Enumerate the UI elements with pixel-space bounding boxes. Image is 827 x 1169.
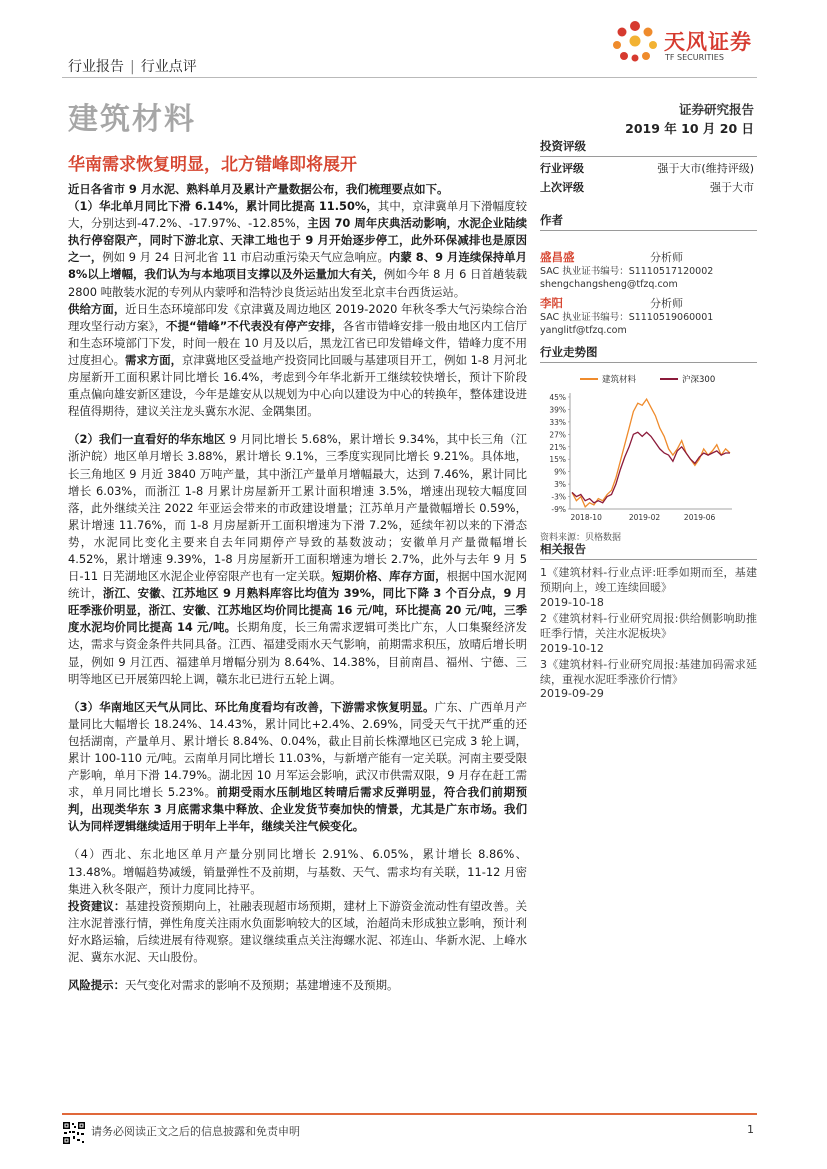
y-tick-label: 27% — [549, 430, 566, 440]
paragraph-3 — [68, 699, 527, 836]
prev-rating-value: 强于大市 — [710, 181, 754, 194]
series-line — [572, 432, 730, 503]
text-run: 其中，京津冀单月下滑幅度较大，分别达到-47.2%、-17.97%、-12.85%， — [68, 199, 527, 231]
page-number: 1 — [747, 1123, 754, 1136]
prev-rating-row — [540, 176, 757, 195]
text-run: 根据中国水泥网统计， — [68, 569, 527, 601]
x-tick-label: 2019-06 — [683, 513, 716, 522]
text-run: 供给方面， — [68, 301, 126, 316]
rating-header: 投资评级 — [540, 138, 757, 157]
author-email[interactable]: yanglitf@tfzq.com — [540, 325, 627, 336]
trend-chart-block — [540, 344, 757, 543]
paragraph-1 — [68, 181, 527, 420]
chart-header: 行业走势图 — [540, 344, 757, 363]
legend-label: 建筑材料 — [602, 375, 637, 385]
text-run: 浙江、安徽、江苏地区 9 月熟料库容比均值为 39%，同比下降 3 个百分点，9 月旺季涨价明显，浙江、安徽、江苏地区均价同比提高 16 元/吨，环比提高 20 元/吨，三季度水泥均价同比提高 14 元/吨。 — [68, 586, 527, 635]
main-body — [68, 181, 527, 1005]
rating-label: 行业评级 — [540, 162, 584, 175]
text-run: 投资建议： — [68, 898, 126, 913]
breadcrumb-separator: | — [130, 59, 135, 75]
text-run: 风险提示： — [68, 978, 125, 993]
report-date: 2019 年 10 月 20 日 — [625, 121, 754, 136]
text-run: 京津冀地区受益地产投资同比回暖与基建项目开工，例如 1-8 月河北房屋新开工面积累计同比增长 16.4%，考虑到今年华北新开工继续较快增长，预计下阶段重点偏向雄安新区建设，今年是雄安从以规划为中心向以建设为中心的转换年，整体建设进程值得期待，建议关注龙头冀东水泥、金隅集团。 — [68, 352, 527, 419]
related-reports-block — [540, 541, 757, 702]
trend-chart — [540, 369, 757, 529]
related-report-link[interactable]: 3《建筑材料-行业研究周报:基建加码需求延续，重视水泥旺季涨价行情》 — [540, 657, 757, 687]
page-title: 建筑材料 — [68, 102, 196, 137]
chart-source: 资料来源：贝格数据 — [540, 533, 622, 543]
text-run: 近日生态环境部印发《京津冀及周边地区 2019-2020 年秋冬季大气污染综合治理攻坚行动方案》， — [68, 301, 527, 333]
x-tick-label: 2018-10 — [570, 513, 602, 522]
paragraph-4 — [68, 846, 527, 966]
y-tick-label: 33% — [549, 417, 566, 427]
author-role: 分析师 — [650, 297, 683, 310]
rating-value: 强于大市(维持评级) — [657, 162, 754, 175]
y-tick-label: 3% — [554, 480, 566, 490]
footer-divider — [62, 1113, 757, 1115]
text-run: 不提“错峰”不代表没有停产安排， — [166, 318, 343, 333]
author-card — [540, 295, 757, 337]
author-name: 李阳 — [540, 296, 563, 310]
text-run: 前期受雨水压制地区转晴后需求反弹明显，符合我们前期预判，出现类华东 3 月底需求集中释放、企业发货节奏加快的情景，尤其是广东市场。我们认为同样逻辑继续适用于明年上半年，继续关注气候变化。 — [68, 785, 527, 834]
authors-header: 作者 — [540, 212, 757, 231]
paragraph-2 — [68, 431, 527, 687]
author-license: SAC 执业证书编号：S1110517120002 — [540, 266, 714, 277]
text-run: 主因 70 周年庆典活动影响，水泥企业陆续执行停窑限产，同时下游北京、天津工地也于 9 月开始逐步停工，此外环保减排也是原因之一， — [68, 216, 527, 265]
text-run: （2）我们一直看好的华东地区 — [68, 432, 226, 447]
y-tick-label: 45% — [549, 393, 566, 402]
related-report-link[interactable]: 1《建筑材料-行业点评:旺季如期而至，基建预期向上，竣工连续回暖》 — [540, 566, 757, 595]
rating-block — [540, 138, 757, 195]
text-run: 例如 9 月 24 日河北省 11 市启动重污染天气应急响应。 — [102, 250, 389, 265]
text-run: 增幅趋势减缓，销量弹性不及前期，与基数、天气、需求均有关联，11-12 月密集进入秋冬限产，预计力度同比持平。 — [68, 864, 527, 896]
text-run: 基建投资预期向上，社融表现超市场预期，建材上下游资金流动性有望改善。关注水泥普涨行情，弹性角度关注雨水负面影响较大的区域，治超尚未形成独立影响，预计利好水路运输，后续进展有待观察。建议继续重点关注海螺水泥、祁连山、华新水泥、上峰水泥、冀东水泥、天山股份。 — [68, 898, 527, 965]
x-tick-label: 2019-02 — [628, 513, 661, 522]
rating-row — [540, 157, 757, 176]
breadcrumb-subcategory: 行业点评 — [140, 59, 197, 75]
header-divider — [62, 77, 757, 78]
paragraph-risk — [68, 977, 527, 994]
related-header: 相关报告 — [540, 541, 757, 560]
brand-name-cn: 天风证券 — [664, 30, 752, 54]
breadcrumb — [68, 56, 197, 76]
tf-securities-logo — [612, 20, 762, 72]
y-tick-label: -9% — [551, 505, 566, 514]
y-tick-label: 15% — [549, 455, 566, 465]
author-card — [540, 249, 757, 291]
related-report-link[interactable]: 2《建筑材料-行业研究周报:供给侧影响助推旺季行情，关注水泥板块》 — [540, 611, 757, 641]
breadcrumb-category: 行业报告 — [68, 59, 124, 75]
text-run: 内蒙 8、9 月连续保持单月 8%以上增幅，我们认为与本地项目支撑以及外运量加大有关， — [68, 250, 527, 282]
y-tick-label: 9% — [554, 467, 566, 477]
qr-code-icon — [62, 1121, 86, 1145]
related-report-date: 2019-09-29 — [540, 687, 604, 701]
prev-rating-label: 上次评级 — [540, 181, 584, 194]
y-tick-label: 21% — [549, 442, 566, 452]
text-run: 长期角度，长三角需求逻辑可类比广东，人口集聚经济发达，需求与资金条件共同具备。江西、福建受雨水天气影响，前期需求积压，放晴后增长明显，例如 9 月江西、福建单月增幅分别为 8.64%、14.38%，目前南昌、福州、宁德、三明等地区已开展第四轮上调，赣东北已进行五轮上调。 — [68, 620, 527, 686]
text-run: 广东、广西单月产量同比大幅增长 18.24%、14.43%，累计同比+2.4%、2.69%，同受天气干扰严重的还包括湖南，产量单月、累计增长 8.84%、0.04%，截止目前长株潭地区已完成 3 轮上调，累计 100-110 元/吨。云南单月同比增长 11.03%，与新增产能有一定关联。河南主要受限产影响，单月下滑 14.79%。湖北因 10 月军运会影响，武汉市供需双限，9 月存在赶工需求，单月同比增长 5.23%。 — [68, 699, 527, 800]
author-name: 盛昌盛 — [540, 250, 575, 264]
text-run: （4）西北、东北地区单月产量分别同比增长 2.91%、6.05%，累计增长 8.86%、13.48%。 — [68, 847, 527, 879]
text-run: 需求方面， — [125, 352, 182, 367]
text-run: 例如今年 8 月 6 日首趟装载 2800 吨散装水泥的专列从内蒙呼和浩特沙良货运站出发至北京丰台西货运站。 — [68, 267, 528, 299]
y-tick-label: 39% — [549, 405, 566, 415]
report-type: 证券研究报告 — [678, 102, 754, 117]
author-email[interactable]: shengchangsheng@tfzq.com — [540, 279, 678, 290]
series-line — [572, 399, 730, 507]
legend-label: 沪深300 — [682, 375, 716, 385]
text-run: 9 月同比增长 5.68%，累计增长 9.34%，其中长三角（江浙沪皖）地区单月增长 3.88%，累计增长 9.1%，三季度实现同比增长 9.21%。具体地，长三角地区 9 月近 3840 万吨产量，其中浙江产量单月增幅最大，达到 7.46%，累计同比增长 6.03%，而浙江 1-8 月累计房屋新开工累计面积增速 3.5%，增速出现较大幅度回落，此外继续关注 2022 年亚运会带来的市政建设增量；江苏单月产量微幅增长 0.59%，累计增速 11.76%，而 1-8 月房屋新开工面积增速为下滑 7.2%，延续年初以来的下滑态势，水泥同比变化主要来自去年同期停产导致的基数波动；安徽单月产量微幅增长 4.52%，累计增速 9.39%，1-8 月房屋新开工面积增速为增长 2.7%，此外与去年 9 月 5 日-11 日芜湖地区水泥企业停窑限产也有一定关联。 — [68, 432, 527, 584]
text-run: 各省市错峰安排一般由地区内工信厅和生态环境部门下发，时间一般在 10 月及以后，黑龙江省已印发错峰文件，错峰力度不用过度担心。 — [68, 318, 527, 367]
author-license: SAC 执业证书编号：S1110519060001 — [540, 312, 714, 323]
related-report-date: 2019-10-18 — [540, 595, 604, 609]
logo-dots-icon — [612, 20, 658, 66]
text-run: （1）华北单月同比下滑 6.14%，累计同比提高 11.50%， — [68, 199, 378, 214]
text-run: 天气变化对需求的影响不及预期；基建增速不及预期。 — [124, 978, 399, 993]
text-run: （3）华南地区天气从同比、环比角度看均有改善，下游需求恢复明显。 — [68, 699, 435, 714]
footer-disclaimer: 请务必阅读正文之后的信息披露和免责申明 — [91, 1125, 300, 1138]
author-role: 分析师 — [650, 251, 683, 264]
authors-block — [540, 212, 757, 337]
intro-text: 近日各省市 9 月水泥、熟料单月及累计产量数据公布，我们梳理要点如下。 — [68, 182, 449, 196]
brand-name-en: TF SECURITIES — [665, 53, 724, 62]
report-subtitle: 华南需求恢复明显，北方错峰即将展开 — [68, 155, 357, 175]
text-run: 短期价格、库存方面， — [331, 569, 447, 584]
y-tick-label: -3% — [551, 492, 566, 502]
related-report-date: 2019-10-12 — [540, 641, 604, 655]
